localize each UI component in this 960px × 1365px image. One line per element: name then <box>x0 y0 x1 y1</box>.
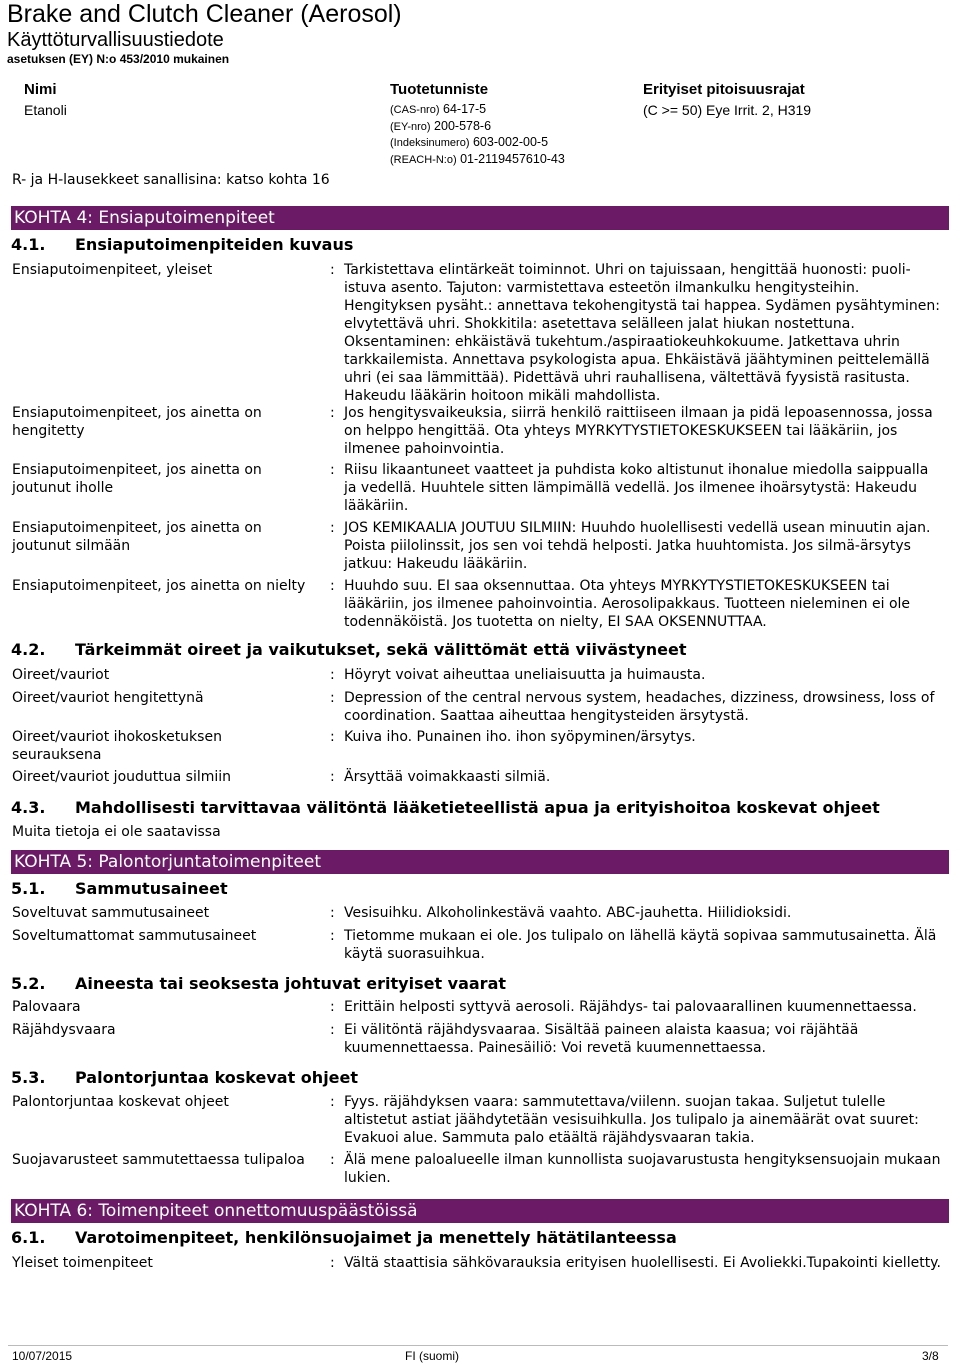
row-label: Oireet/vauriot ihokosketuksen seurauksena <box>12 729 222 763</box>
row-colon: : <box>330 928 335 944</box>
row-colon: : <box>330 1152 335 1168</box>
ingredient-limits: (C >= 50) Eye Irrit. 2, H319 <box>643 102 812 118</box>
row-label: Ensiaputoimenpiteet, jos ainetta on joutunut silmään <box>12 520 262 554</box>
row-colon: : <box>330 729 335 745</box>
row-colon: : <box>330 578 335 594</box>
phrases-note: R- ja H-lausekkeet sanallisina: katso kohta 16 <box>12 172 330 188</box>
row-label: Ensiaputoimenpiteet, jos ainetta on nielty <box>12 578 306 594</box>
footer-date: 10/07/2015 <box>12 1349 73 1363</box>
row-colon: : <box>330 999 335 1015</box>
section-6-header: KOHTA 6: Toimenpiteet onnettomuuspäästöissä <box>11 1199 949 1223</box>
section-5-header: KOHTA 5: Palontorjuntatoimenpiteet <box>11 850 949 874</box>
row-label: Ensiaputoimenpiteet, yleiset <box>12 262 213 278</box>
row-label: Suojavarusteet sammutettaessa tulipaloa <box>12 1152 305 1168</box>
subsection-6-1: 6.1. Varotoimenpiteet, henkilönsuojaimet ja menettely hätätilanteessa <box>11 1228 677 1247</box>
row-label: Oireet/vauriot hengitettynä <box>12 690 204 706</box>
row-colon: : <box>330 1255 335 1271</box>
subsection-4-1: 4.1. Ensiaputoimenpiteiden kuvaus <box>11 235 354 254</box>
row-value: Tarkistettava elintärkeät toiminnot. Uhri on tajuissaan, hengittää huonosti: puoli-istuva asento. Tajuton: varmistettava esteetön ilmankulku hengitysteihin. Hengityksen pysäht.: annettava tekohengitystä tai happea. Sydämen pysähtyminen: elvytettävä uhri. Shokkitila: asetettava selälleen jalat hiukan nostettuna. Oksentaminen: ehkäistävä tukehtum./aspiraatiokeuhkokuume. Jatkettava uhrin tarkkailemista. Annettava psykologista apua. Ehkäistävä jäähtyminen peittelemällä uhri (ei saa lämmittää). Pidettävä uhri rauhallisena, vältettävä fyysistä rasitusta. Hakeudu lääkärin hoitoon mikäli mahdollista. <box>344 262 940 404</box>
row-value: Höyryt voivat aiheuttaa uneliaisuutta ja huimausta. <box>344 667 706 683</box>
row-colon: : <box>330 520 335 536</box>
identifier-cas: (CAS-nro) 64-17-5 <box>390 102 487 116</box>
row-colon: : <box>330 262 335 278</box>
subsection-4-3-text: Muita tietoja ei ole saatavissa <box>12 824 221 840</box>
row-label: Ensiaputoimenpiteet, jos ainetta on hengitetty <box>12 405 262 439</box>
section-4-header: KOHTA 4: Ensiaputoimenpiteet <box>11 206 949 230</box>
ingredient-name: Etanoli <box>24 102 67 118</box>
row-label: Ensiaputoimenpiteet, jos ainetta on joutunut iholle <box>12 462 262 496</box>
subsection-5-3: 5.3. Palontorjuntaa koskevat ohjeet <box>11 1068 359 1087</box>
document-title: Brake and Clutch Cleaner (Aerosol) <box>7 0 402 28</box>
row-value: Fyys. räjähdyksen vaara: sammutettava/viilenn. suojan takaa. Suljetut tulelle altistetut astiat jäähdytetään vesisuihkulla. Jos tulipalo ja ainemäärät ovat suuret: Evakuoi alue. Sammuta palo etäältä räjähdysvaaran takia. <box>344 1094 919 1146</box>
row-label: Palovaara <box>12 999 81 1015</box>
row-colon: : <box>330 769 335 785</box>
col-header-name: Nimi <box>24 81 57 98</box>
row-label: Räjähdysvaara <box>12 1022 116 1038</box>
subsection-4-2: 4.2. Tärkeimmät oireet ja vaikutukset, sekä välittömät että viivästyneet <box>11 640 687 659</box>
row-value: JOS KEMIKAALIA JOUTUU SILMIIN: Huuhdo huolellisesti vedellä usean minuutin ajan. Poista piilolinssit, jos sen voi tehdä helposti. Jatka huuhtomista. Jos silmä-ärsytys jatkuu: Hakeudu lääkäriin. <box>344 520 931 572</box>
row-value: Ei välitöntä räjähdysvaaraa. Sisältää paineen alaista kaasua; voi räjähtää kuumennettaessa. Painesäiliö: Voi revetä kuumennettaessa. <box>344 1022 859 1056</box>
row-value: Riisu likaantuneet vaatteet ja puhdista koko altistunut ihonalue miedolla saippualla ja vedellä. Huuhtele sitten lämpimällä vedellä. Jos ilmenee ihoärsytystä: Hakeudu lääkäriin. <box>344 462 929 514</box>
ingredient-identifiers <box>390 102 630 168</box>
row-label: Soveltuvat sammutusaineet <box>12 905 210 921</box>
row-colon: : <box>330 667 335 683</box>
row-colon: : <box>330 690 335 706</box>
row-colon: : <box>330 462 335 478</box>
footer-language: FI (suomi) <box>405 1349 459 1363</box>
footer-divider <box>8 1345 948 1346</box>
row-value: Kuiva iho. Punainen iho. ihon syöpyminen/ärsytys. <box>344 729 696 745</box>
document-subtitle: Käyttöturvallisuustiedote <box>7 29 224 51</box>
subsection-5-1: 5.1. Sammutusaineet <box>11 879 228 898</box>
row-value: Huuhdo suu. EI saa oksennuttaa. Ota yhteys MYRKYTYSTIETOKESKUKSEEN tai lääkäriin, jos ilmenee pahoinvointia. Aerosolipakkaus. Tuotteen nieleminen ei ole todennäköistä. Jos tuotetta on nielty, EI SAA OKSENNUTTAA. <box>344 578 911 630</box>
subsection-5-2: 5.2. Aineesta tai seoksesta johtuvat erityiset vaarat <box>11 974 507 993</box>
row-label: Soveltumattomat sammutusaineet <box>12 928 257 944</box>
row-label: Oireet/vauriot <box>12 667 110 683</box>
row-label: Oireet/vauriot jouduttua silmiin <box>12 769 232 785</box>
footer-page-number: 3/8 <box>922 1349 939 1363</box>
row-value: Tietomme mukaan ei ole. Jos tulipalo on lähellä käytä sopivaa sammutusainetta. Älä käytä suorasuihkua. <box>344 928 937 962</box>
row-value: Vesisuihku. Alkoholinkestävä vaahto. ABC-jauhetta. Hiilidioksidi. <box>344 905 792 921</box>
row-value: Depression of the central nervous system, headaches, dizziness, drowsiness, loss of coordination. Saattaa aiheuttaa hengitysteiden ärsytystä. <box>344 690 935 724</box>
subsection-4-3: 4.3. Mahdollisesti tarvittavaa välitöntä lääketieteellistä apua ja erityishoitoa koskevat ohjeet <box>11 798 880 817</box>
row-value: Erittäin helposti syttyvä aerosoli. Räjähdys- tai palovaarallinen kuumennettaessa. <box>344 999 917 1015</box>
row-value: Älä mene paloalueelle ilman kunnollista suojavarustusta hengityksensuojain mukaan lukien. <box>344 1152 941 1186</box>
row-colon: : <box>330 1094 335 1110</box>
identifier-index: (Indeksinumero) 603-002-00-5 <box>390 135 549 149</box>
identifier-ec: (EY-nro) 200-578-6 <box>390 118 492 133</box>
row-value: Ärsyttää voimakkaasti silmiä. <box>344 769 551 785</box>
row-colon: : <box>330 905 335 921</box>
col-header-identifier: Tuotetunniste <box>390 81 489 98</box>
row-value: Jos hengitysvaikeuksia, siirrä henkilö raittiiseen ilmaan ja pidä lepoasennossa, jossa on helppo hengittää. Ota yhteys MYRKYTYSTIETOKESKUKSEEN tai lääkäriin, jos ilmenee pahoinvointia. <box>344 405 933 457</box>
identifier-reach: (REACH-N:o) 01-2119457610-43 <box>390 151 565 166</box>
row-colon: : <box>330 405 335 421</box>
row-value: Vältä staattisia sähkövarauksia erityisen huolellisesti. Ei Avoliekki.Tupakointi kielletty. <box>344 1255 941 1271</box>
row-label: Palontorjuntaa koskevat ohjeet <box>12 1094 229 1110</box>
row-colon: : <box>330 1022 335 1038</box>
regulation-note: asetuksen (EY) N:o 453/2010 mukainen <box>7 52 230 66</box>
col-header-limits: Erityiset pitoisuusrajat <box>643 81 805 98</box>
row-label: Yleiset toimenpiteet <box>12 1255 153 1271</box>
